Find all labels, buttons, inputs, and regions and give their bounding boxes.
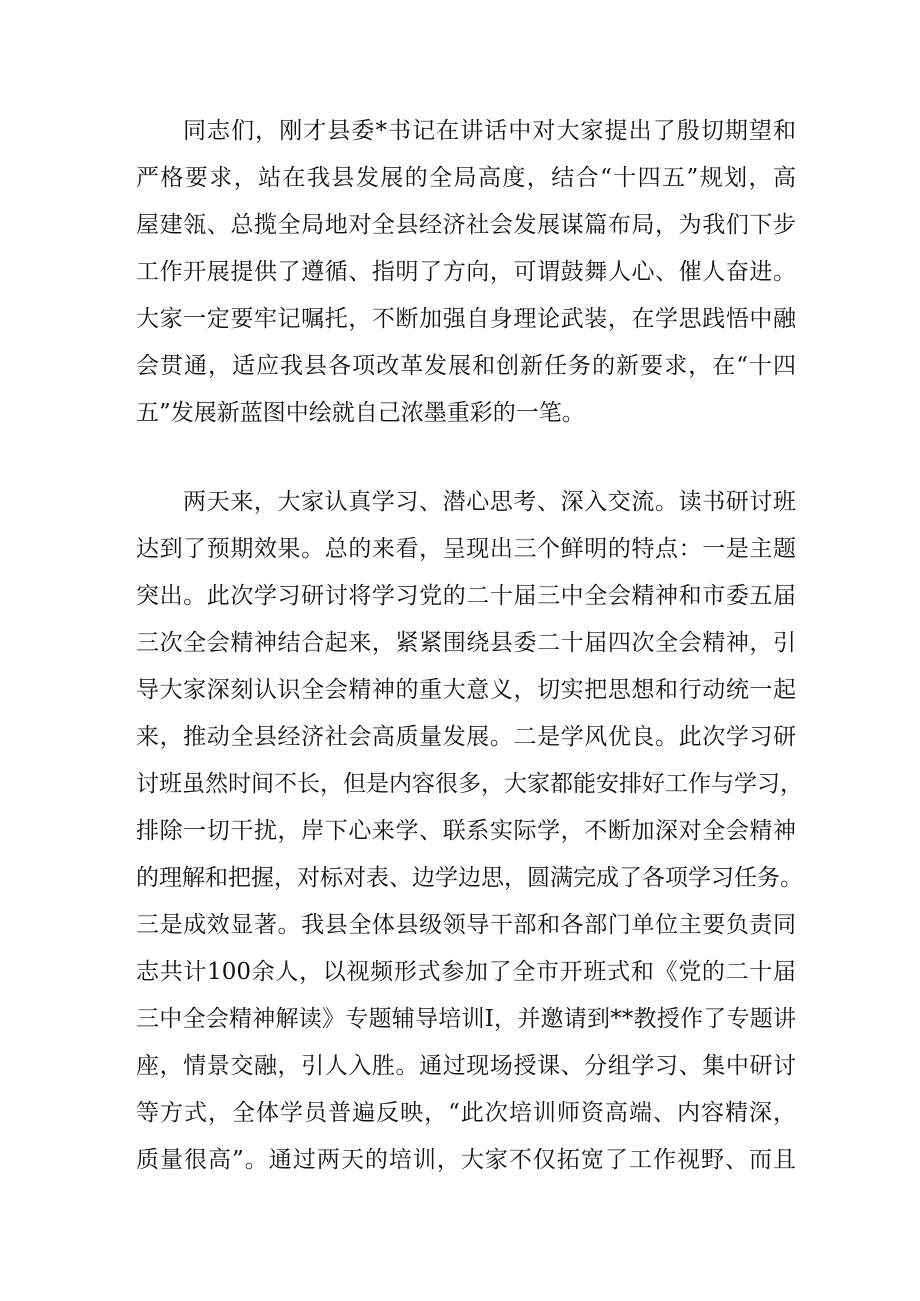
paragraph-line: 的理解和把握，对标对表、边学边思，圆满完成了各项学习任务。	[136, 865, 803, 891]
paragraph-2	[136, 479, 803, 1184]
paragraph-line: 突出。此次学习研讨将学习党的二十届三中全会精神和市委五届	[136, 583, 796, 609]
paragraph-line: 会贯通，适应我县各项改革发展和创新任务的新要求，在“十四	[136, 353, 796, 379]
paragraph-line: 志共计100余人，以视频形式参加了全市开班式和《党的二十届	[136, 959, 796, 985]
paragraph-1	[136, 108, 796, 437]
paragraph-line: 座，情景交融，引人入胜。通过现场授课、分组学习、集中研讨	[136, 1053, 796, 1079]
paragraph-line: 三中全会精神解读》专题辅导培训I，并邀请到**教授作了专题讲	[136, 1006, 796, 1032]
paragraph-line: 来，推动全县经济社会高质量发展。二是学风优良。此次学习研	[136, 724, 796, 750]
paragraph-line: 导大家深刻认识全会精神的重大意义，切实把思想和行动统一起	[136, 677, 796, 703]
paragraph-line: 质量很高”。通过两天的培训，大家不仅拓宽了工作视野、而且	[136, 1147, 796, 1173]
paragraph-line: 工作开展提供了遵循、指明了方向，可谓鼓舞人心、催人奋进。	[136, 259, 796, 285]
paragraph-line: 排除一切干扰，岸下心来学、联系实际学，不断加深对全会精神	[136, 818, 796, 844]
paragraph-line: 三是成效显著。我县全体县级领导干部和各部门单位主要负责同	[136, 912, 796, 938]
paragraph-line: 严格要求，站在我县发展的全局高度，结合“十四五”规划，高	[136, 165, 796, 191]
paragraph-line: 三次全会精神结合起来，紧紧围绕县委二十届四次全会精神，引	[136, 630, 796, 656]
paragraph-line: 讨班虽然时间不长，但是内容很多，大家都能安排好工作与学习，	[136, 771, 803, 797]
paragraph-line: 大家一定要牢记嘱托，不断加强自身理论武装，在学思践悟中融	[136, 306, 796, 332]
paragraph-line: 屋建瓴、总揽全局地对全县经济社会发展谋篇布局，为我们下步	[136, 212, 796, 238]
paragraph-line: 达到了预期效果。总的来看，呈现出三个鲜明的特点：一是主题	[136, 536, 796, 562]
paragraph-line: 两天来，大家认真学习、潜心思考、深入交流。读书研讨班	[183, 489, 796, 515]
paragraph-line: 五”发展新蓝图中绘就自己浓墨重彩的一笔。	[136, 400, 585, 426]
paragraph-line: 等方式，全体学员普遍反映，“此次培训师资高端、内容精深，	[136, 1100, 796, 1126]
paragraph-line: 同志们，刚才县委*书记在讲话中对大家提出了殷切期望和	[183, 118, 796, 144]
